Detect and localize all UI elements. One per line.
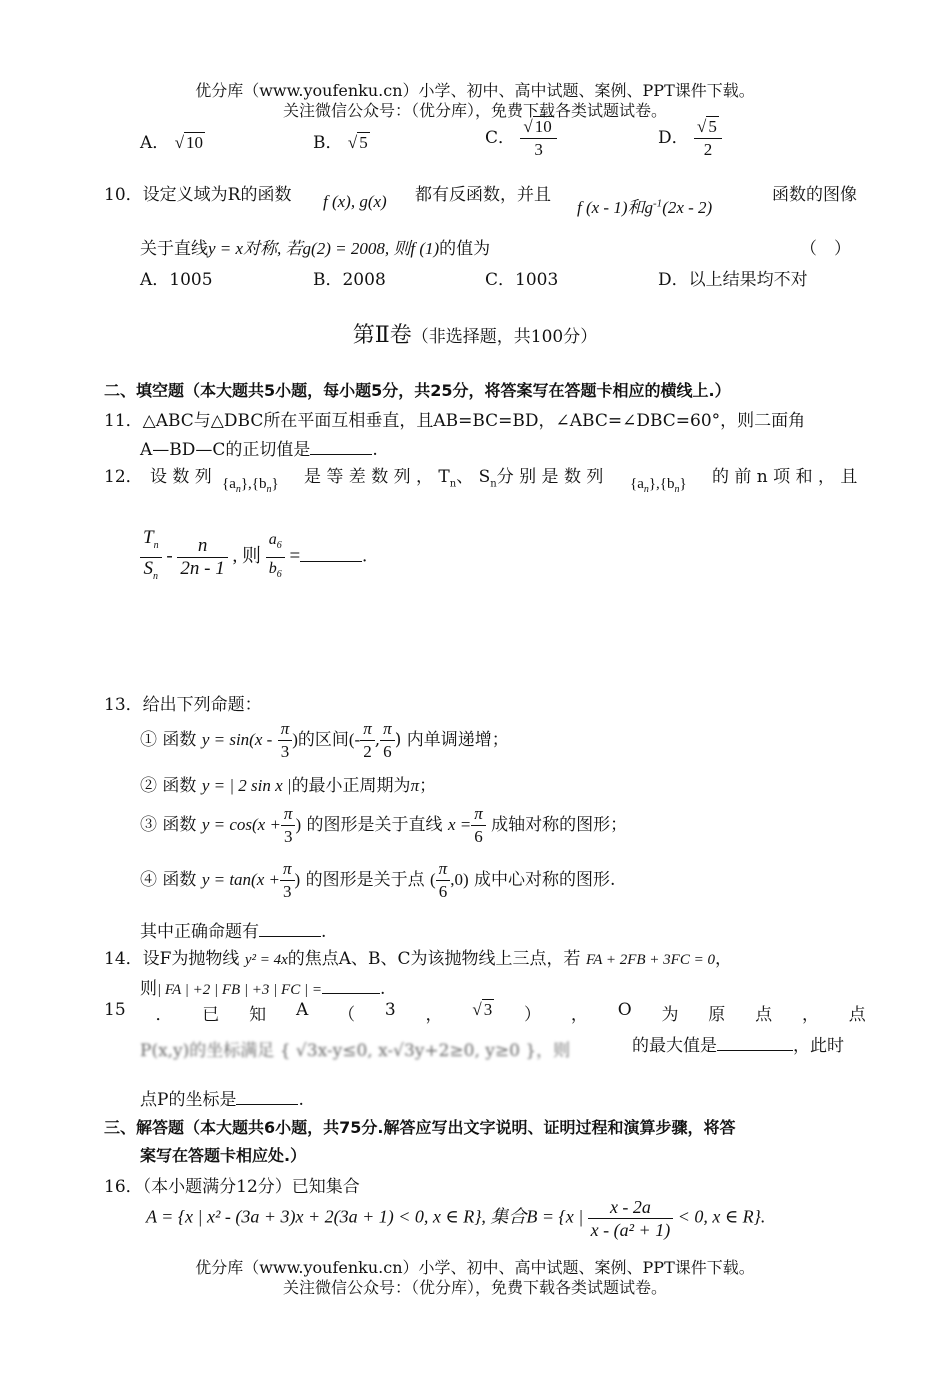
q10-line-1: 10．设定义域为R的函数 [104, 185, 292, 205]
q9-option-d: D． $\frac{√ 5}{2}$ [658, 116, 722, 161]
q13-proposition-2: ② 函数 y = | 2 sin x |的最小正周期为π； [140, 776, 437, 796]
q14-line-2: 则| FA | +2 | FB | +3 | FC | = . [140, 979, 386, 999]
q10-answer-paren: （ ） [800, 239, 851, 259]
q10-option-b: B．2008 [313, 270, 386, 290]
q15-line-1: 15 ． 已 知 A （ 3 ， √ 3 ） ， O 为 原 点 ， 点 [104, 1000, 866, 1025]
q12-text-2: 是 等 差 数 列 ， $T_n$、 $S_n$分 别 是 数 列 [304, 467, 604, 490]
q13-intro: 13．给出下列命题： [104, 695, 262, 715]
sqrt-symbol: √ 10 [174, 133, 204, 152]
q15-line-2: 的最大值是 ，此时 [632, 1036, 844, 1056]
q10-functions: f (x), g(x) [323, 192, 387, 211]
answer-blank[interactable] [236, 1088, 298, 1105]
part-3-heading-line-1: 三、解答题（本大题共6小题，共75分.解答应写出文字说明、证明过程和演算步骤，将答 [104, 1118, 736, 1137]
section-2-title: 第Ⅱ卷（非选择题，共100分） [352, 323, 598, 348]
q13-proposition-3: ③ 函数 y = cos(x + $\frac{\pi}{3}$ ) 的图形是关于直线 x = $\frac{\pi}{6}$ 成轴对称的图形； [140, 804, 628, 846]
q12-number: 12． [104, 467, 143, 487]
part-2-heading: 二、填空题（本大题共5小题，每小题5分，共25分，将答案写在答题卡相应的横线上.） [104, 381, 731, 400]
answer-blank[interactable] [310, 438, 372, 455]
q13-proposition-4: ④ 函数 y = tan(x + $\frac{\pi}{3}$ ) 的图形是关于点 ( $\frac{\pi}{6}$ ,0) 成中心对称的图形. [140, 859, 616, 901]
answer-blank[interactable] [717, 1034, 793, 1051]
q14-line-1: 14．设F为抛物线 y² = 4x的焦点A、B、C为该抛物线上三点，若 FA + 2FB + 3FC = 0， [104, 949, 732, 969]
q15-blurred-constraint: P(x,y)的坐标满足 { √3x-y≤0, x-√3y+2≥0, y≥0 }，则 [140, 1041, 571, 1061]
q15-line-3: 点P的坐标是 . [140, 1090, 304, 1110]
q12-text-1: 设 数 列 [150, 467, 212, 487]
q9-option-a: A． √ 10 [140, 133, 204, 153]
q10-text-3: 函数的图像 [772, 185, 857, 205]
answer-blank[interactable] [259, 920, 321, 937]
answer-blank[interactable] [322, 977, 380, 994]
answer-blank[interactable] [300, 545, 362, 562]
sqrt-symbol: √ 5 [347, 133, 368, 152]
q13-conclusion: 其中正确命题有 . [140, 922, 327, 942]
q10-expr: f (x - 1)和$g^{-1}(2x - 2)$ [577, 197, 713, 217]
q16-sets: A = {x | x² - (3a + 3)x + 2(3a + 1) < 0, x ∈ R}, 集合B = {x | $\frac{x - 2a}{\text{x - (a² + 1)}}$ < 0, x ∈ R}. [146, 1197, 766, 1240]
footer-line-2: 关注微信公众号：（优分库），免费下载各类试题试卷。 [282, 1278, 667, 1297]
q9-option-b: B． √ 5 [313, 133, 368, 153]
q10-line-2: 关于直线y = x对称, 若g(2) = 2008, 则f (1)的值为 [140, 239, 491, 259]
q9-option-c: C． $\frac{√ 10}{3}$ [485, 116, 557, 161]
q10-text-2: 都有反函数，并且 [415, 185, 551, 205]
footer-line-1: 优分库（www.youfenku.cn）小学、初中、高中试题、案例、PPT课件下载。 [195, 1258, 755, 1277]
q12-sequences: $\{a_n\},\{b_n\}$ [222, 476, 279, 495]
q10-option-d: D．以上结果均不对 [658, 270, 808, 290]
q12-text-3: 的 前 n 项 和 ， 且 [712, 467, 858, 487]
q11-line-1: 11．△ABC与△DBC所在平面互相垂直，且AB=BC=BD，∠ABC=∠DBC=60°，则二面角 [104, 411, 806, 431]
part-3-heading-line-2: 案写在答题卡相应处.） [140, 1146, 307, 1165]
q10-option-c: C．1003 [485, 270, 559, 290]
q10-option-a: A．1005 [140, 270, 213, 290]
header-line-2: 关注微信公众号：（优分库），免费下载各类试题试卷。 [282, 101, 667, 120]
q12-ratio-formula: $\frac{T_n}{S_n}$ - $\frac{n}{2n - 1}$ , 则 $\frac{a_6}{b_6}$ = . [140, 527, 367, 588]
q16-intro: 16．（本小题满分12分）已知集合 [104, 1177, 360, 1197]
q11-line-2: A—BD—C的正切值是 . [140, 440, 378, 460]
q12-sequences-2: $\{a_n\},\{b_n\}$ [630, 476, 687, 495]
vector-equation: FA + 2FB + 3FC = 0 [585, 952, 715, 968]
q13-proposition-1: ① 函数 y = sin(x - $\frac{\pi}{3}$ )的区间(- $\frac{\pi}{2}$ , $\frac{\pi}{6}$ ) 内单调递增； [140, 719, 509, 761]
header-line-1: 优分库（www.youfenku.cn）小学、初中、高中试题、案例、PPT课件下载。 [195, 81, 755, 100]
